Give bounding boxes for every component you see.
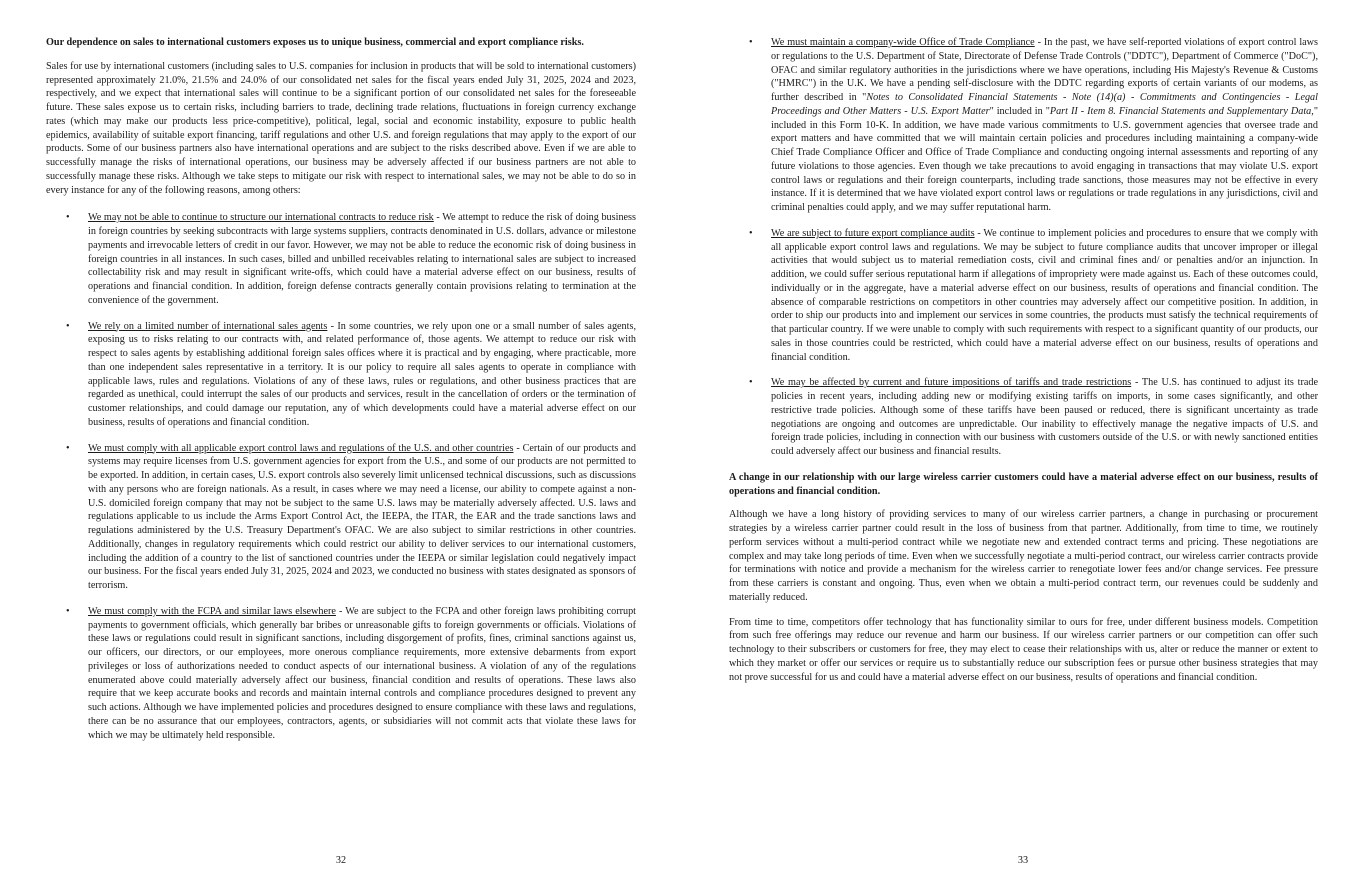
bullet-marker: •: [66, 605, 70, 617]
list-item: [729, 227, 1318, 365]
section-heading-international: Our dependence on sales to international customers exposes us to unique business, commercial and export compliance risks.: [46, 37, 584, 48]
left-page: [0, 0, 682, 889]
note-reference: Notes to Consolidated Financial Statements - Note (14)(a) - Commitments and Contingencies - Legal Proceedings and Other Matters - U.S. Export Matter: [771, 92, 1318, 117]
bullet-title: We may be affected by current and future impositions of tariffs and trade restrictions: [771, 377, 1132, 389]
bullet-body: " included in ": [989, 105, 1050, 117]
bullet-title: We are subject to future export compliance audits: [771, 227, 975, 239]
risk-list-left: [46, 211, 636, 742]
bullet-body: - We continue to implement policies and procedures to ensure that we comply with all applicable export control laws and regulations. We may be subject to future compliance audits that uncover improper or illegal activities that would subject us to material remediation costs, civil and criminal fines and/ or penalties and/or an injunction. In addition, we could suffer serious reputational harm if allegations of impropriety were made against us. Each of these outcomes could, individually or in the aggregate, have a material adverse effect on our business, results of operations and financial condition. The absence of comparable restrictions on competitors in other countries may adversely affect our competitive position. In addition, in order to ship our products into and implement our services in some countries, the products must satisfy the technical requirements of that particular country. If we were unable to comply with such requirements with respect to a significant quantity of our products, our sales in those countries could be restricted, which could have a material adverse effect on our business, results of operations and financial condition.: [771, 227, 1318, 363]
body-paragraph: From time to time, competitors offer technology that has functionality similar to ours for free, under different business models. Competition from such free offerings may reduce our revenue and harm our business. If our wireless carrier partners or our competition can offer such technology to their subscribers or customers for free, they may elect to cease their relationships with us, alter or reduce the manner or extent to which they market or offer our services or require us to substantially reduce our subscription fees or pursue other business strategies that may not prove successful for us and could have a material adverse effect on our business, results of operations and financial condition.: [729, 616, 1318, 683]
page-number: 33: [1017, 855, 1029, 866]
left-column: [46, 36, 636, 754]
right-page: [682, 0, 1365, 889]
bullet-marker: •: [66, 320, 70, 332]
list-item: [46, 211, 636, 307]
bullet-marker: •: [749, 377, 753, 389]
intro-paragraph: Sales for use by international customers (including sales to U.S. companies for inclusion in products that will be sold to international customers) represented approximately 21.0%, 21.5% and 24.0% of our consolidated net sales for the fiscal years ended July 31, 2025, 2024 and 2023, respectively, and we expect that international sales will continue to be a significant portion of our consolidated net sales for the foreseeable future. These sales expose us to certain risks, including barriers to trade, declining trade relations, fluctuations in foreign currency exchange rates (which may make our products less price-competitive), political, legal, social and economic instability, exposure to public health epidemics, availability of suitable export financing, tariff regulations and other U.S. and foreign regulations that may apply to the export of our products. Some of our business partners also have international operations and are subject to the risks described above. Even if we are able to successfully manage the risks of international operations, our business may be adversely affected if our business partners are not able to successfully manage these risks. Although we take steps to mitigate our risk with respect to international sales, we may not be able to do so in every instance for any of the following reasons, among others:: [46, 60, 636, 196]
page-number: 32: [335, 855, 347, 866]
list-item: [46, 442, 636, 593]
bullet-body: - In some countries, we rely upon one or a small number of sales agents, exposing us to risks relating to our contracts with, and related performance of, those agents. We attempt to reduce our risk with respect to sales agents by establishing additional foreign sales offices where it is practical and by engaging, where practicable, more than one independent sales representative in a territory. It is our policy to require all sales agents to operate in compliance with applicable laws, rules and regulations. Violations of any of these laws, rules or regulations, and other business practices that are regarded as unethical, could interrupt the sales of our products and services, result in the cancellation of orders or the termination of customer relationships, and could damage our reputation, any of which developments could have a material adverse effect on our business, results of operations and financial condition.: [88, 320, 636, 428]
list-item: [729, 376, 1318, 459]
bullet-title: We must comply with all applicable export control laws and regulations of the U.S. and other countries: [88, 442, 514, 454]
body-paragraph: Although we have a long history of providing services to many of our wireless carrier partners, a change in purchasing or procurement strategies by a wireless carrier partner could result in the loss of business from that partner. Additionally, from time to time, we routinely perform services without a multi-period contract while we negotiate new and extended contract terms and pricing. These negotiations are complex and may take long periods of time. Even when we successfully negotiate a multi-period contract, our wireless carrier contracts provide for terminations with notice and provide a mechanism for the wireless carrier to renegotiate lower fees and/or change services. Fee pressure from these carriers is constant and ongoing. Thus, even when we obtain a multi-period contract term, our revenues could be suddenly and materially reduced.: [729, 509, 1318, 603]
bullet-body: - In the past, we have self-reported violations of export control laws or regulations to the U.S. Department of State, Directorate of Defense Trade Controls ("DDTC"), Department of Commerce ("DoC"), OFAC and similar regulatory authorities in the jurisdictions where we have operations, including His Majesty's Revenue & Customs ("HMRC") in the U.K. We have a pending self-disclosure with the DDTC regarding exports of certain variants of our modems, as further described in ": [771, 37, 1318, 103]
bullet-marker: •: [749, 227, 753, 239]
bullet-marker: •: [66, 442, 70, 454]
risk-list-right: [729, 36, 1318, 459]
list-item: [46, 320, 636, 430]
item-reference: Part II - Item 8. Financial Statements and Supplementary Data: [1049, 105, 1312, 117]
bullet-body: - Certain of our products and systems may require licenses from U.S. government agencies for export from the U.S., and some of our products are not permitted to be exported. In addition, in certain cases, U.S. export controls also severely limit unlicensed technical discussions, such as discussions with any persons who are foreign nationals. As a result, in cases where we may need a license, our ability to compete against a non-U.S. domiciled foreign company that may not be subject to the same U.S. laws may be materially adversely affected. U.S. laws and regulations applicable to us include the Arms Export Control Act, the IEEPA, the ITAR, the EAR and the trade sanctions laws and regulations administered by the U.S. Treasury Department's OFAC. We are also subject to similar restrictions in other countries. Additionally, changes in regulatory requirements which could restrict our ability to deliver services to our international customers, including the addition of a country to the list of sanctioned countries under the IEEPA or similar legislation could negatively impact our business. For the fiscal years ended July 31, 2025, 2024 and 2023, we conducted no business with states designated as sponsors of terrorism.: [88, 442, 636, 591]
bullet-title: We rely on a limited number of international sales agents: [88, 320, 328, 332]
bullet-title: We must maintain a company-wide Office of Trade Compliance: [771, 37, 1035, 48]
list-item: [729, 36, 1318, 215]
bullet-marker: •: [749, 37, 753, 48]
section-heading-wireless: A change in our relationship with our large wireless carrier customers could have a material adverse effect on our business, results of operations and financial condition.: [729, 471, 1318, 497]
right-column: [729, 36, 1318, 695]
bullet-marker: •: [66, 212, 70, 224]
bullet-body: - We attempt to reduce the risk of doing business in foreign countries by seeking subcontracts with large systems suppliers, contracts denominated in U.S. dollars, advance or milestone payments and irrevocable letters of credit in our favor. However, we may not be able to reduce the economic risk of doing business in foreign countries in all instances. In such cases, billed and unbilled receivables relating to international sales are subject to increased collectability risk and may result in significant write-offs, which could have a material adverse effect on our business, results of operations and financial condition. In addition, foreign defense contracts generally contain provisions relating to termination at the convenience of the government.: [88, 212, 636, 306]
bullet-body: - The U.S. has continued to adjust its trade policies in recent years, including adding new or modifying existing tariffs on imports, in some cases significantly, and other restrictive trade policies. Although some of these tariffs have been paused or reduced, there is significant uncertainty as trade negotiations are ongoing and outcomes are unpredictable. Our inability to effectively manage the negative impacts of U.S. and foreign trade policies, including in connection with our business with customers outside of the U.S. or with newly sanctioned entities could adversely affect our business and financial results.: [771, 377, 1318, 457]
bullet-body: ," included in this Form 10-K. In addition, we have made various commitments to U.S. government agencies that oversee trade and export matters and have committed that we will maintain certain policies and procedures including maintaining a company-wide Chief Trade Compliance Officer and Office of Trade Compliance and conducting ongoing internal assessments and reporting of any future violations to those agencies. Even though we take precautions to avoid engaging in transactions that may violate U.S. export control laws or regulations and their foreign counterparts, including trade sanctions, those measures may not be effective in every instance. If it is determined that we have violated export control laws or regulations or trade regulations in any jurisdictions, civil and criminal penalties could apply, and we may suffer reputational harm.: [771, 105, 1318, 213]
bullet-body: - We are subject to the FCPA and other foreign laws prohibiting corrupt payments to government officials, which generally bar bribes or unreasonable gifts to foreign governments or officials. Violations of these laws or regulations could result in significant sanctions, including disgorgement of profits, fines, criminal sanctions against us, our officers, our directors, or our employees, more onerous compliance requirements, more extensive debarments from export privileges or loss of authorizations needed to conduct aspects of our international business. A violation of any of the regulations enumerated above could materially adversely affect our business, financial condition and results of operations. These laws also require that we keep accurate books and records and maintain internal controls and compliance procedures designed to prevent any such actions. Although we have implemented policies and procedures designed to ensure compliance with these laws and regulations, there can be no assurance that our employees, contractors, agents, or subsidiaries will not commit acts that violate these laws for which we may be ultimately held responsible.: [88, 605, 637, 741]
bullet-title: We may not be able to continue to structure our international contracts to reduce risk: [88, 212, 434, 224]
bullet-title: We must comply with the FCPA and similar laws elsewhere: [88, 605, 336, 617]
list-item: [46, 605, 636, 743]
